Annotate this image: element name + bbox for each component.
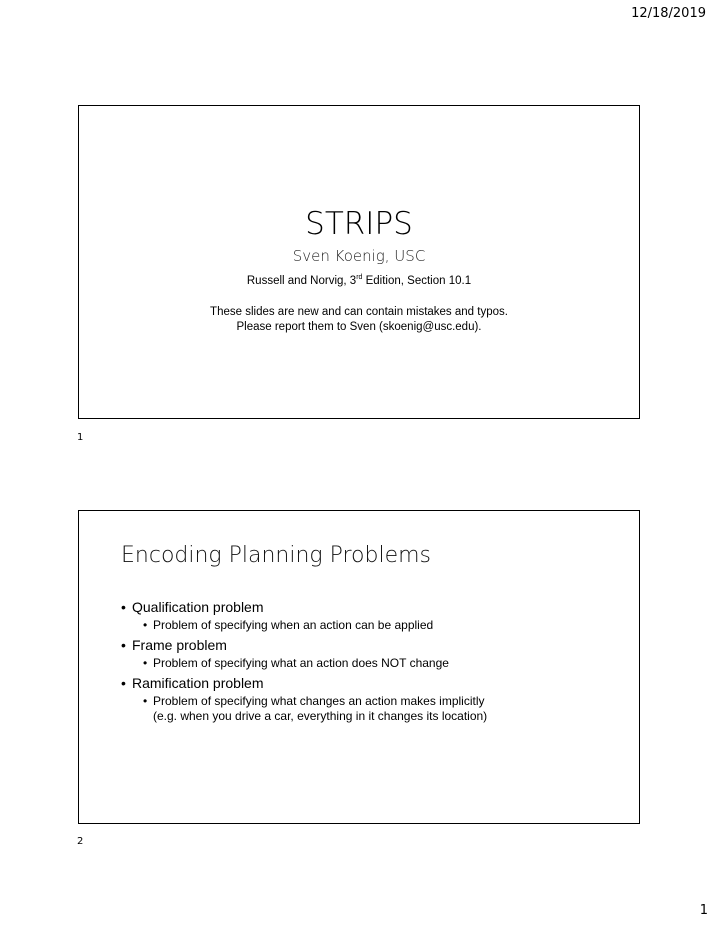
page-number: 1 [699, 903, 708, 918]
slide-2 [78, 510, 640, 824]
sub-bullet-text-continued: (e.g. when you drive a car, everything in it changes its location) [153, 709, 488, 723]
bullet-dot-icon: • [121, 599, 126, 615]
slide-number-1: 1 [77, 432, 84, 443]
bullet-text: Qualification problem [132, 599, 264, 615]
sub-bullet-item [121, 694, 619, 724]
slide-1 [78, 105, 640, 419]
bullet-dot-icon: • [143, 618, 148, 632]
sub-bullet-item [121, 618, 619, 633]
bullet-text: Frame problem [132, 637, 227, 653]
slide-title: Encoding Planning Problems [121, 543, 432, 568]
note-line-1: These slides are new and can contain mistakes and typos. [210, 306, 508, 318]
bullet-item [121, 637, 619, 654]
slide-author: Sven Koenig, USC [292, 247, 426, 265]
bullet-dot-icon: • [143, 656, 148, 670]
page-date: 12/18/2019 [631, 6, 706, 21]
bullet-dot-icon: • [121, 675, 126, 691]
bullet-dot-icon: • [143, 694, 148, 708]
sub-bullet-text: Problem of specifying what an action does NOT change [153, 656, 449, 670]
bullet-item [121, 675, 619, 692]
reference-text: Russell and Norvig, 3 [246, 274, 357, 287]
slide-number-2: 2 [77, 836, 84, 847]
slide-reference [79, 274, 639, 287]
sub-bullet-item [121, 656, 619, 671]
bullet-dot-icon: • [121, 637, 126, 653]
bullet-text: Ramification problem [132, 675, 264, 691]
reference-text-end: Edition, Section 10.1 [362, 274, 472, 287]
reference-superscript: rd [356, 274, 363, 281]
bullet-item [121, 599, 619, 616]
slide-note [79, 305, 639, 335]
bullet-list [121, 595, 619, 728]
sub-bullet-text: Problem of specifying what changes an action makes implicitly [153, 694, 485, 708]
sub-bullet-text: Problem of specifying when an action can be applied [153, 618, 434, 632]
slide-title: STRIPS [305, 206, 413, 242]
note-line-2: Please report them to Sven (skoenig@usc.edu). [236, 321, 482, 333]
